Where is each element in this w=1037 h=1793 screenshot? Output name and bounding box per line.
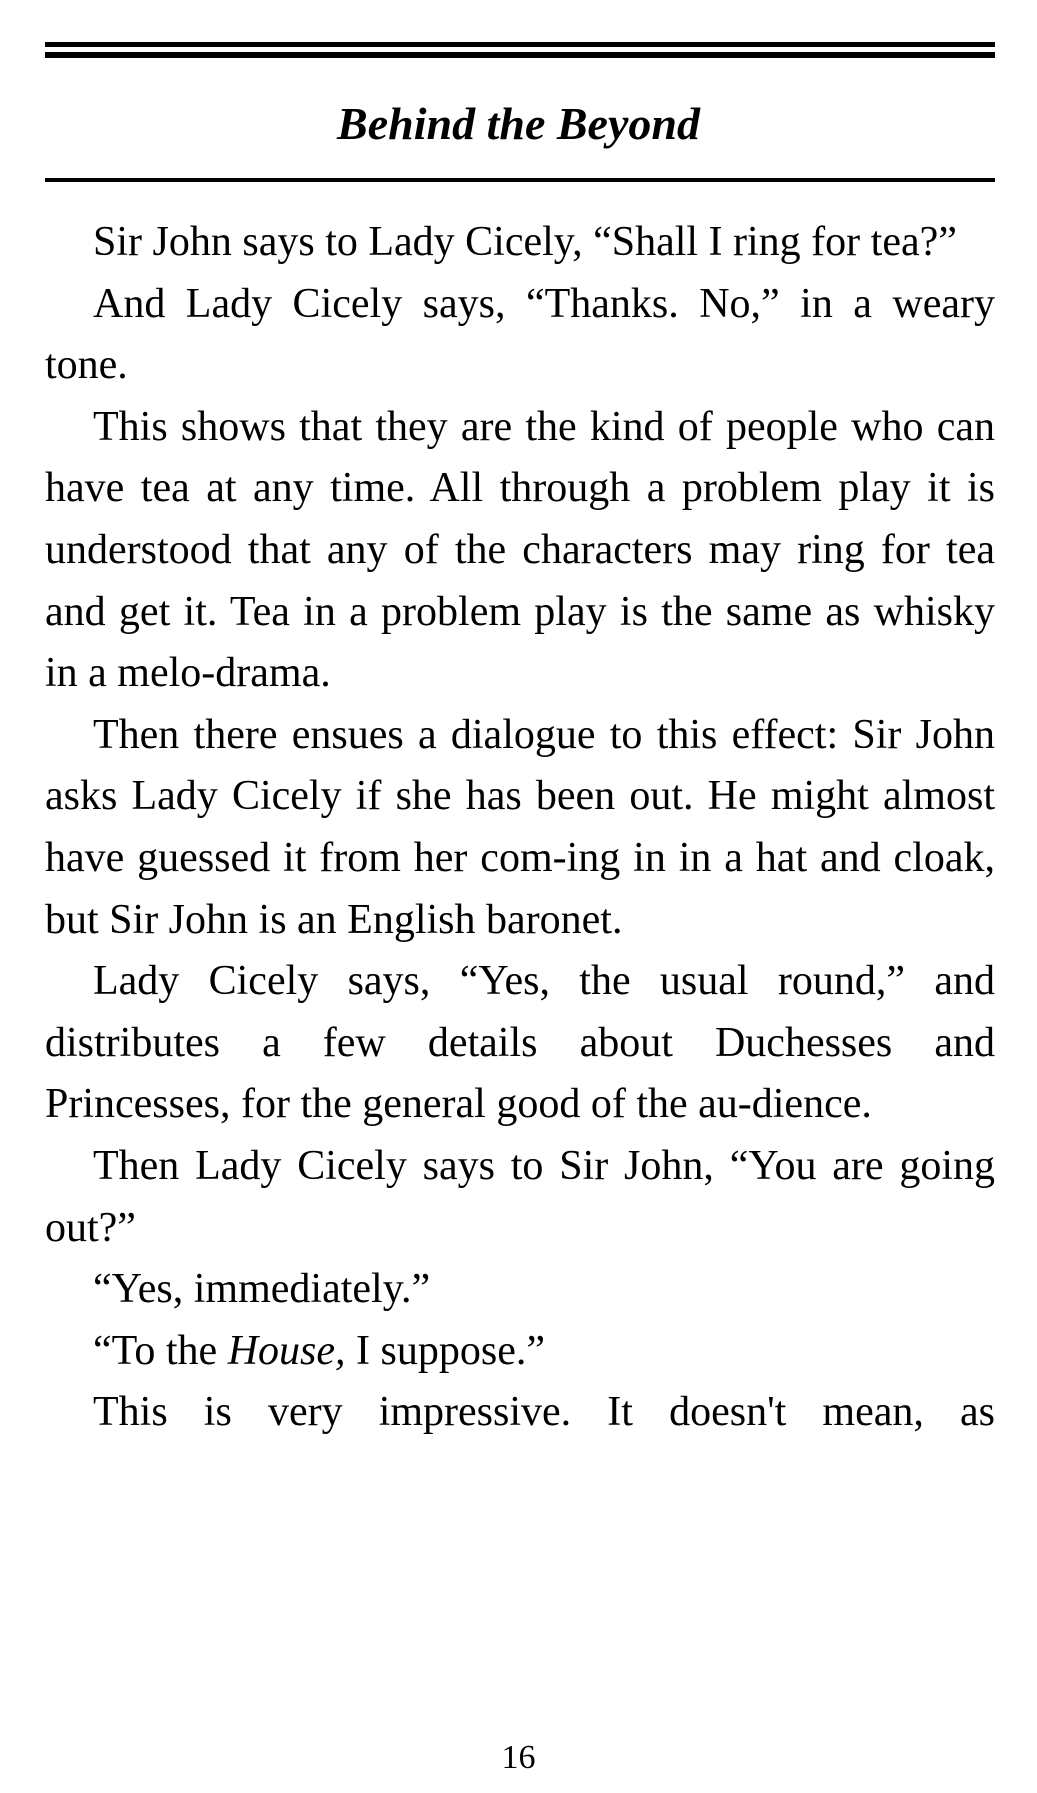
paragraph-last: This is very impressive. It doesn't mean, as [93, 1389, 995, 1436]
house-line-before: “To the [93, 1327, 228, 1374]
running-head: Behind the Beyond [337, 98, 700, 149]
page-number: 16 [501, 1739, 536, 1776]
paragraph: Lady Cicely says, “Yes, the usual round,” and distributes a few details about Duchesses and Princesses, for the general good of the au-dience. [45, 958, 995, 1128]
header-rule-thick-lower [45, 52, 995, 58]
paragraph: Then there ensues a dialogue to this effect: Sir John asks Lady Cicely if she has been out. He might almost have guessed it from her com-ing in in a hat and cloak, but Sir John is an English baronet. [45, 711, 995, 943]
header-underline [45, 178, 995, 182]
paragraph-house [45, 1321, 995, 1383]
paragraph: And Lady Cicely says, “Thanks. No,” in a weary tone. [45, 280, 995, 389]
body-text [45, 212, 995, 1444]
paragraph: “Yes, immediately.” [93, 1266, 431, 1313]
paragraph: Sir John says to Lady Cicely, “Shall I ring for tea?” [93, 219, 957, 265]
house-line-italic: House, [227, 1327, 346, 1374]
house-line-after: I suppose.” [345, 1327, 545, 1374]
paragraph: Then Lady Cicely says to Sir John, “You are going out?” [45, 1142, 995, 1251]
paragraph: This shows that they are the kind of people who can have tea at any time. All through a problem play it is understood that any of the characters may ring for tea and get it. Tea in a problem play is the same as whisky in a melo-drama. [45, 403, 995, 697]
header-rule-thick [45, 42, 995, 47]
